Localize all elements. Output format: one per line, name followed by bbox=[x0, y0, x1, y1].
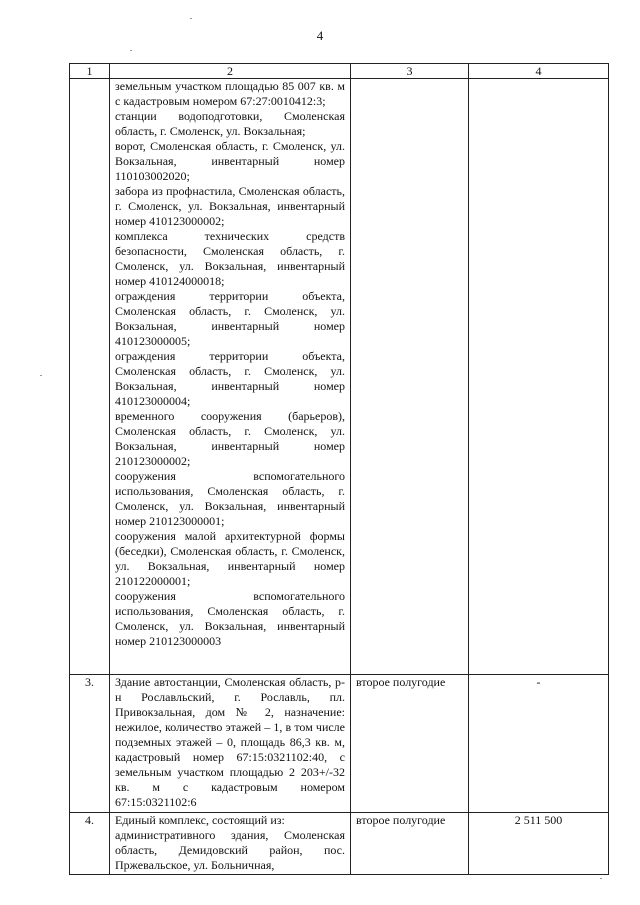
description-line: станции водоподготовки, Смоленская область, г. Смоленск, ул. Вокзальная; bbox=[115, 109, 345, 138]
privatization-period: второе полугодие bbox=[351, 675, 469, 813]
scan-speck bbox=[130, 50, 132, 51]
row-number bbox=[70, 79, 110, 675]
description-line: земельным участком площадью 85 007 кв. м с кадастровым номером 67:27:0010412:3; bbox=[115, 79, 345, 108]
object-description bbox=[110, 675, 351, 813]
description-line: сооружения вспомогательного использования, Смоленская область, г. Смоленск, ул. Вокзальная, инвентарный номер 210123000001; bbox=[115, 469, 345, 528]
table-row bbox=[70, 675, 609, 813]
description-line: ворот, Смоленская область, г. Смоленск, ул. Вокзальная, инвентарный номер 110103002020; bbox=[115, 139, 345, 183]
table-row bbox=[70, 813, 609, 875]
header-cell-2: 2 bbox=[110, 64, 351, 79]
amount bbox=[469, 79, 609, 675]
description-line: Единый комплекс, состоящий из: bbox=[115, 813, 285, 827]
description-line: сооружения вспомогательного использования, Смоленская область, г. Смоленск, ул. Вокзальная, инвентарный номер 210123000003 bbox=[115, 589, 345, 648]
object-description bbox=[110, 79, 351, 675]
document-table bbox=[69, 63, 609, 875]
scan-speck bbox=[40, 375, 42, 376]
description-line: сооружения малой архитектурной формы (беседки), Смоленская область, г. Смоленск, ул. Вокзальная, инвентарный номер 210122000001; bbox=[115, 529, 345, 588]
page-number: 4 bbox=[316, 28, 324, 43]
description-line: забора из профнастила, Смоленская область, г. Смоленск, ул. Вокзальная, инвентарный номер 410123000002; bbox=[115, 184, 345, 228]
description-line: комплекса технических средств безопасности, Смоленская область, г. Смоленск, ул. Вокзальная, инвентарный номер 410124000018; bbox=[115, 229, 345, 288]
description-line: ограждения территории объекта, Смоленская область, г. Смоленск, ул. Вокзальная, инвентарный номер 410123000004; bbox=[115, 349, 345, 408]
header-cell-4: 4 bbox=[469, 64, 609, 79]
privatization-period bbox=[351, 79, 469, 675]
amount: - bbox=[469, 675, 609, 813]
object-description bbox=[110, 813, 351, 875]
table-header-row bbox=[70, 64, 609, 79]
scan-speck bbox=[600, 878, 602, 879]
description-line: Здание автостанции, Смоленская область, р-н Рославльский, г. Рославль, пл. Привокзальная, дом № 2, назначение: нежилое, количество этажей – 1, в том числе подземных этажей – 0, площадь 86,3 кв. м, кадастровый номер 67:15:0321102:40, с земельным участком площадью 2 203+/-32 кв. м с кадастровым номером 67:15:0321102:6 bbox=[115, 675, 345, 809]
description-line: ограждения территории объекта, Смоленская область, г. Смоленск, ул. Вокзальная, инвентарный номер 410123000005; bbox=[115, 289, 345, 348]
description-line: временного сооружения (барьеров), Смоленская область, г. Смоленск, ул. Вокзальная, инвентарный номер 210123000002; bbox=[115, 409, 345, 468]
amount: 2 511 500 bbox=[469, 813, 609, 875]
table-row bbox=[70, 79, 609, 675]
row-number: 3. bbox=[70, 675, 110, 813]
privatization-period: второе полугодие bbox=[351, 813, 469, 875]
header-cell-1: 1 bbox=[70, 64, 110, 79]
header-cell-3: 3 bbox=[351, 64, 469, 79]
row-number: 4. bbox=[70, 813, 110, 875]
scan-speck bbox=[190, 18, 192, 19]
description-line: административного здания, Смоленская область, Демидовский район, пос. Пржевальское, ул. Больничная, bbox=[115, 828, 345, 872]
